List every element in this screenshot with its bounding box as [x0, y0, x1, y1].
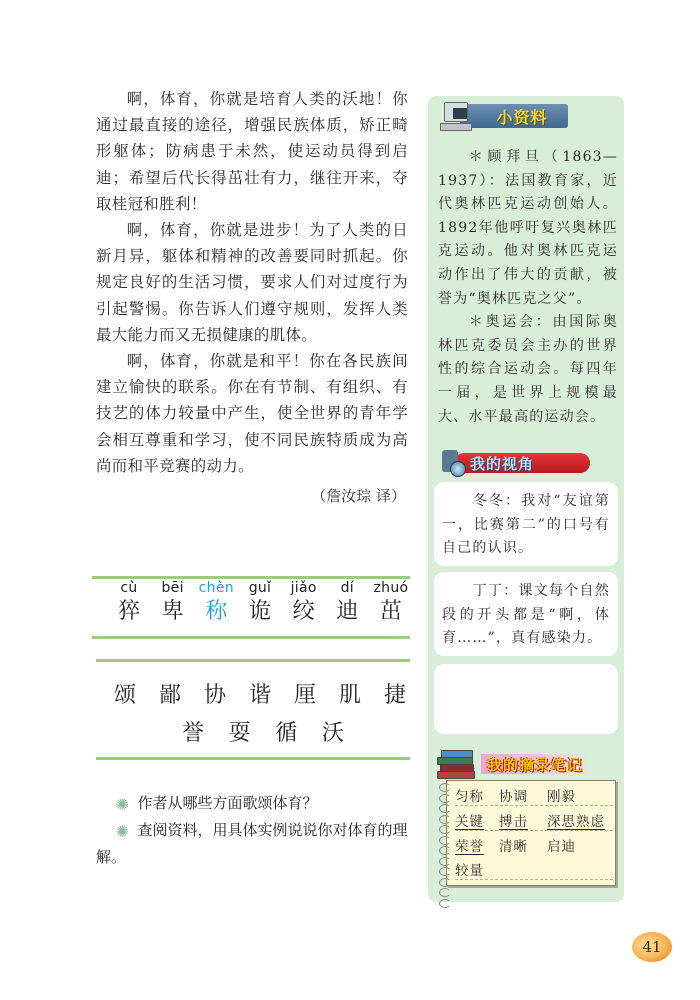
write-char: 沃 [321, 721, 344, 746]
pinyin-char-cu: cù 猝 [117, 580, 140, 624]
note-word: 匀称 [455, 789, 484, 805]
write-char: 颂 [113, 683, 136, 708]
notes-row-2 [455, 806, 613, 831]
notes-row-4 [455, 855, 613, 880]
paragraph-fertile-land: 啊，体育，你就是培育人类的沃地！你通过最直接的途径，增强民族体质，矫正畸形躯体；防病患于未然，使运动员得到启迪；希望后代长得茁壮有力，继往开来，夺取桂冠和胜利！ [96, 90, 408, 213]
info-header [440, 100, 568, 132]
info-title: 小资料 [496, 107, 548, 127]
notes-header [437, 750, 589, 778]
vocab-mid-line-2 [96, 659, 410, 662]
write-char: 循 [275, 721, 298, 746]
note-word: 协调 [499, 789, 528, 805]
translator-credit: （詹汝琮 译） [311, 487, 406, 505]
pinyin-char-chen: chèn 称 [198, 580, 234, 624]
write-char: 协 [203, 683, 226, 708]
computer-icon [440, 100, 470, 132]
note-word: 刚毅 [547, 789, 576, 805]
notebook-rings [439, 783, 453, 909]
write-char: 厘 [293, 683, 316, 708]
camera-icon [440, 448, 466, 478]
info-coubertin: ＊顾拜旦（1863—1937）：法国教育家，近代奥林匹克运动创始人。1892年他呼吁复兴奥林匹克运动。他对奥林匹克运动作出了伟大的贡献，被誉为“奥林匹克之父”。 [438, 149, 618, 307]
flower-bullet-icon [116, 821, 132, 837]
pinyin-char-gui: guǐ 诡 [248, 580, 272, 624]
vocab-top-line [92, 576, 410, 579]
question-1: ✺作者从哪些方面歌颂体育？ [96, 790, 408, 817]
perspective-card-blank[interactable] [434, 664, 618, 734]
notebook [446, 780, 616, 886]
info-content [438, 146, 618, 429]
note-word: 清晰 [499, 839, 528, 855]
write-characters-row-1 [110, 678, 410, 709]
write-char: 誉 [181, 721, 204, 746]
questions-section [96, 790, 408, 871]
books-icon [437, 750, 477, 778]
perspective-header [440, 448, 590, 478]
note-word: 荣誉 [455, 839, 484, 855]
vocab-mid-line-1 [92, 636, 410, 639]
notes-title: 我的摘录笔记 [487, 755, 584, 774]
pinyin-char-bei: bēi 卑 [161, 580, 184, 624]
page-number-badge: 41 [632, 932, 672, 962]
write-char: 肌 [338, 683, 361, 708]
pinyin-char-jiao: jiǎo 绞 [290, 580, 317, 624]
perspective-title: 我的视角 [470, 454, 535, 473]
note-word: 启迪 [547, 839, 576, 855]
pinyin-char-zhuo: zhuó 茁 [373, 580, 409, 624]
notes-row-3 [455, 831, 613, 855]
write-characters-row-2 [178, 716, 348, 747]
question-2: ✺查阅资料，用具体实例说说你对体育的理解。 [96, 817, 408, 871]
write-char: 耍 [228, 721, 251, 746]
note-word: 较量 [455, 863, 484, 879]
pinyin-character-row [110, 580, 410, 625]
article-body [96, 86, 408, 479]
paragraph-progress: 啊，体育，你就是进步！为了人类的日新月异，躯体和精神的改善要同时抓起。你规定良好的生活习惯，要求人们对过度行为引起警惕。你告诉人们遵守规则，发挥人类最大能力而又无损健康的肌体。 [96, 221, 408, 344]
paragraph-peace: 啊，体育，你就是和平！你在各民族间建立愉快的联系。你在有节制、有组织、有技艺的体力较量中产生，使全世界的青年学会相互尊重和学习，使不同民族特质成为高尚而和平竞赛的动力。 [96, 352, 408, 475]
note-word: 关键 [455, 814, 484, 830]
note-word: 搏击 [499, 814, 528, 830]
perspective-card-dingding: 丁丁：课文每个自然段的开头都是“啊，体育……”，真有感染力。 [434, 572, 618, 656]
info-olympics: ＊奥运会：由国际奥林匹克委员会主办的世界性的综合运动会。每四年一届，是世界上规模最大、水平最高的运动会。 [438, 314, 618, 425]
pinyin-char-di: dí 迪 [336, 580, 359, 624]
write-char: 谐 [248, 683, 271, 708]
flower-bullet-icon [116, 794, 132, 810]
vocab-bottom-line [96, 757, 410, 760]
note-word: 深思熟虑 [547, 814, 605, 830]
write-char: 捷 [383, 683, 406, 708]
perspective-card-dongdong: 冬冬：我对“友谊第一，比赛第二”的口号有自己的认识。 [434, 482, 618, 566]
write-char: 鄙 [158, 683, 181, 708]
notes-row-1 [455, 781, 613, 806]
